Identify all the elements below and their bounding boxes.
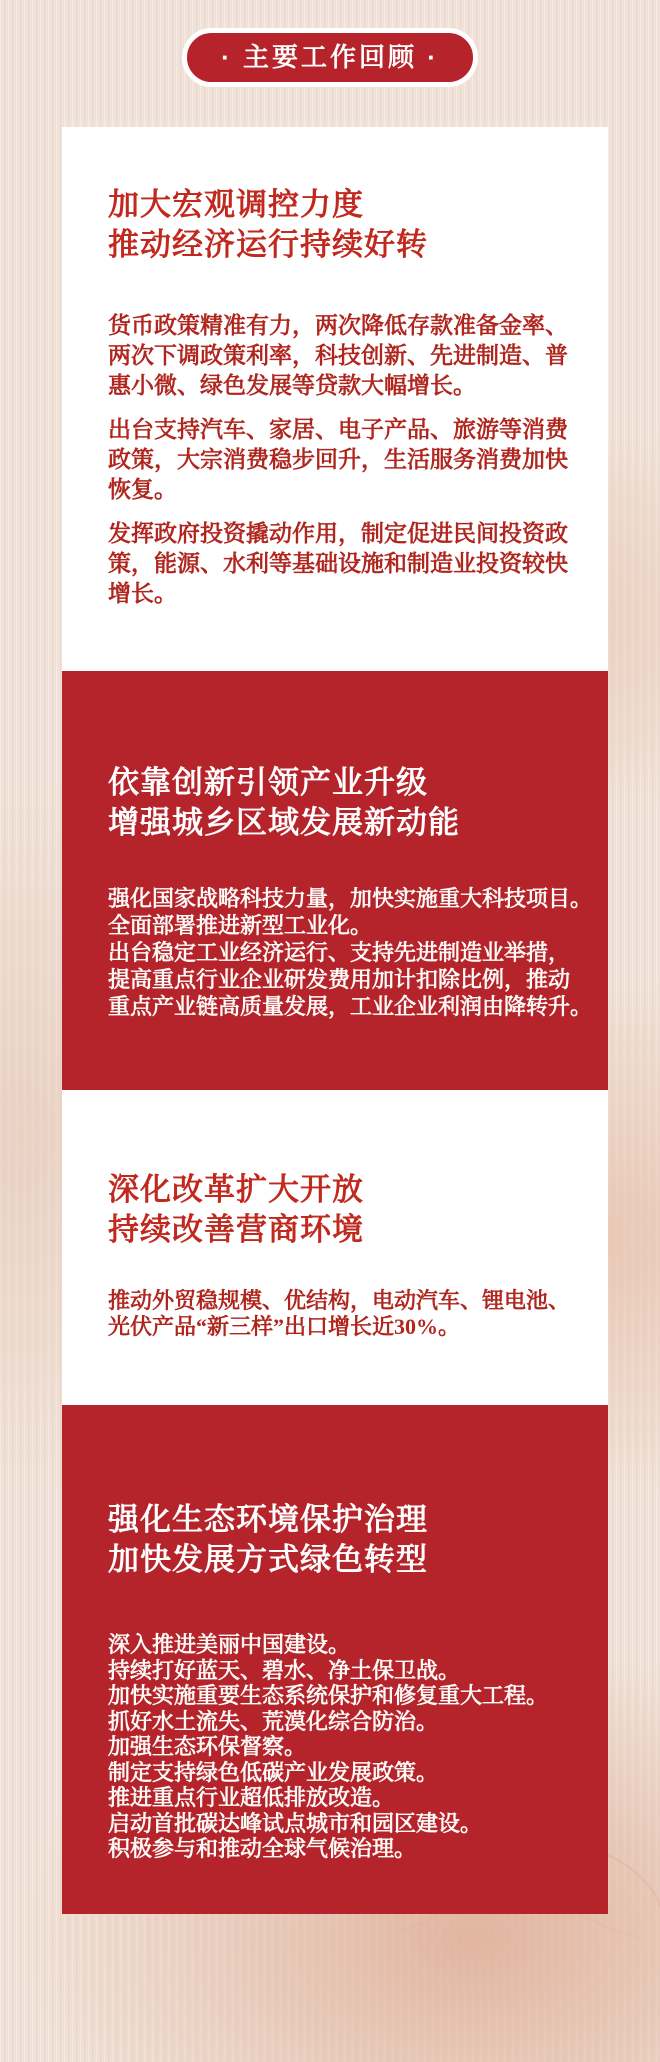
body-line: 推动外贸稳规模、优结构，电动汽车、锂电池、 — [108, 1288, 571, 1313]
body-line: 策，能源、水利等基础设施和制造业投资较快 — [108, 551, 568, 576]
paragraph — [108, 519, 574, 609]
section-title-badge — [182, 28, 478, 87]
heading-line: 推动经济运行持续好转 — [108, 227, 428, 262]
body-line: 增长。 — [108, 581, 177, 606]
body-line: 加快实施重要生态系统保护和修复重大工程。 — [108, 1683, 549, 1708]
content-column — [62, 127, 608, 1914]
card-macro-regulation — [62, 127, 608, 671]
card-heading — [108, 185, 574, 265]
body-line: 发挥政府投资撬动作用，制定促进民间投资政 — [108, 521, 568, 546]
body-line: 货币政策精准有力，两次降低存款准备金率、 — [108, 313, 568, 338]
body-line: 光伏产品“新三样”出口增长近30%。 — [108, 1314, 461, 1339]
paragraph — [108, 415, 574, 505]
body-line: 提高重点行业企业研发费用加计扣除比例，推动 — [108, 967, 571, 992]
paragraph — [108, 311, 574, 401]
badge-label: · 主要工作回顾 · — [221, 42, 439, 72]
heading-line: 深化改革扩大开放 — [108, 1172, 364, 1207]
paragraph — [108, 1632, 574, 1862]
body-line: 强化国家战略科技力量，加快实施重大科技项目。 — [108, 886, 593, 911]
body-line: 推进重点行业超低排放改造。 — [108, 1785, 395, 1810]
heading-line: 持续改善营商环境 — [108, 1212, 364, 1247]
card-heading — [108, 1170, 574, 1250]
body-line: 抓好水土流失、荒漠化综合防治。 — [108, 1708, 439, 1734]
heading-line: 强化生态环境保护治理 — [108, 1502, 428, 1537]
body-line: 两次下调政策利率，科技创新、先进制造、普 — [108, 343, 568, 368]
body-line: 加强生态环保督察。 — [108, 1734, 307, 1759]
paragraph — [108, 885, 593, 1020]
body-line: 政策，大宗消费稳步回升，生活服务消费加快 — [108, 447, 568, 472]
body-line: 持续打好蓝天、碧水、净土保卫战。 — [108, 1657, 461, 1683]
body-line: 出台支持汽车、家居、电子产品、旅游等消费 — [108, 417, 568, 442]
card-reform-opening — [62, 1090, 608, 1405]
body-line: 积极参与和推动全球气候治理。 — [108, 1836, 417, 1861]
body-line: 出台稳定工业经济运行、支持先进制造业举措， — [108, 940, 571, 965]
heading-line: 加大宏观调控力度 — [108, 187, 364, 222]
paragraph — [108, 1288, 574, 1340]
heading-line: 加快发展方式绿色转型 — [108, 1542, 428, 1577]
body-line: 惠小微、绿色发展等贷款大幅增长。 — [108, 373, 476, 398]
body-line: 重点产业链高质量发展，工业企业利润由降转升。 — [108, 994, 593, 1019]
body-line: 深入推进美丽中国建设。 — [108, 1632, 351, 1657]
body-line: 恢复。 — [108, 477, 177, 502]
card-heading — [108, 763, 574, 843]
card-heading — [108, 1500, 574, 1580]
card-eco-environment — [62, 1405, 608, 1914]
body-line: 启动首批碳达峰试点城市和园区建设。 — [108, 1810, 483, 1836]
heading-line: 增强城乡区域发展新动能 — [108, 805, 460, 840]
body-line: 制定支持绿色低碳产业发展政策。 — [108, 1759, 439, 1785]
heading-line: 依靠创新引领产业升级 — [108, 765, 428, 800]
card-innovation-upgrade — [62, 671, 608, 1090]
body-line: 全面部署推进新型工业化。 — [108, 913, 373, 938]
